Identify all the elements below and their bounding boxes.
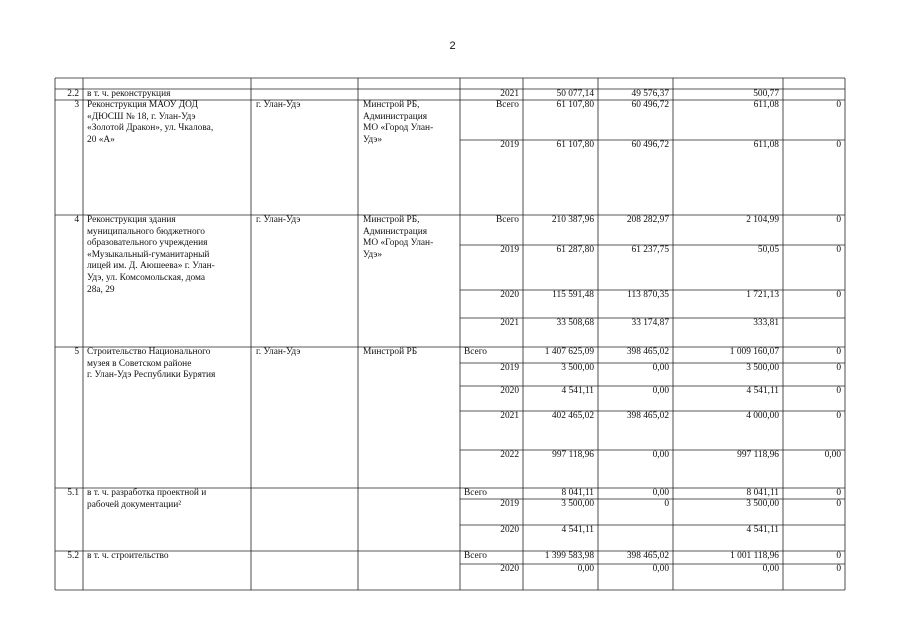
period-regional: 1 001 118,96 xyxy=(730,551,779,561)
period-total: 997 118,96 xyxy=(552,450,594,460)
period-local: 0 xyxy=(836,488,841,498)
period-regional: 8 041,11 xyxy=(746,488,779,498)
period-year: 2021 xyxy=(500,318,519,328)
period-local: 0 xyxy=(836,140,841,150)
period-total: 3 500,00 xyxy=(561,363,594,373)
row-location: г. Улан-Удэ xyxy=(256,100,301,110)
period-federal: 208 282,97 xyxy=(626,215,669,225)
period-federal: 0,00 xyxy=(652,488,669,498)
period-regional: 611,08 xyxy=(753,100,779,110)
period-total: 1 407 625,09 xyxy=(544,347,594,357)
row-id: 3 xyxy=(74,100,79,110)
period-regional: 333,81 xyxy=(753,318,779,328)
period-federal: 60 496,72 xyxy=(631,140,669,150)
period-total: 33 508,68 xyxy=(556,318,594,328)
period-total: 1 399 583,98 xyxy=(544,551,594,561)
period-regional: 4 541,11 xyxy=(746,386,779,396)
period-total: 8 041,11 xyxy=(561,488,594,498)
row-name: Строительство Национального музея в Советском районе г. Улан-Удэ Республики Бурятия xyxy=(87,347,216,381)
period-local: 0,00 xyxy=(824,450,841,460)
row-id: 2.2 xyxy=(67,89,79,99)
period-regional: 2 104,99 xyxy=(746,215,779,225)
row-id: 5.2 xyxy=(67,551,79,561)
period-year: 2020 xyxy=(500,290,519,300)
period-local: 0 xyxy=(836,564,841,574)
period-year: Всего xyxy=(464,347,487,357)
period-total: 61 107,80 xyxy=(556,100,594,110)
period-local: 0 xyxy=(836,411,841,421)
period-year: 2019 xyxy=(500,499,519,509)
period-regional: 4 541,11 xyxy=(746,525,779,535)
row-client: Минстрой РБ, Администрация МО «Город Улан- Удэ» xyxy=(363,215,434,260)
period-federal: 398 465,02 xyxy=(626,411,669,421)
period-federal: 0,00 xyxy=(652,386,669,396)
row-client: Минстрой РБ, Администрация МО «Город Улан- Удэ» xyxy=(363,100,434,145)
period-regional: 4 000,00 xyxy=(746,411,779,421)
period-federal: 0 xyxy=(664,499,669,509)
period-federal: 398 465,02 xyxy=(626,551,669,561)
period-federal: 0,00 xyxy=(652,363,669,373)
row-location: г. Улан-Удэ xyxy=(256,215,301,225)
period-federal: 33 174,87 xyxy=(631,318,669,328)
period-year: 2019 xyxy=(500,245,519,255)
row-id: 5.1 xyxy=(67,488,79,498)
period-regional: 1 009 160,07 xyxy=(729,347,779,357)
period-year: Всего xyxy=(464,488,487,498)
period-year: 2021 xyxy=(500,89,519,99)
period-local: 0 xyxy=(836,215,841,225)
period-federal: 113 870,35 xyxy=(627,290,669,300)
period-total: 0,00 xyxy=(577,564,594,574)
row-id: 5 xyxy=(74,347,79,357)
period-total: 3 500,00 xyxy=(561,499,594,509)
period-federal: 398 465,02 xyxy=(626,347,669,357)
period-regional: 3 500,00 xyxy=(746,499,779,509)
period-local: 0 xyxy=(836,386,841,396)
period-local: 0 xyxy=(836,551,841,561)
period-year: 2019 xyxy=(500,140,519,150)
period-federal: 0,00 xyxy=(652,564,669,574)
row-name: в т. ч. строительство xyxy=(87,551,169,561)
period-regional: 611,08 xyxy=(753,140,779,150)
period-regional: 1 721,13 xyxy=(746,290,779,300)
period-year: 2020 xyxy=(500,564,519,574)
period-local: 0 xyxy=(836,100,841,110)
period-regional: 3 500,00 xyxy=(746,363,779,373)
row-name: Реконструкция здания муниципального бюджетного образовательного учреждения «Музыкальный-гуманитарный лицей им. Д. Аюшеева» г. Улан- Удэ, ул. Комсомольская, дома 28а, 29 xyxy=(87,215,215,295)
period-year: 2022 xyxy=(500,450,519,460)
period-regional: 50,05 xyxy=(757,245,779,255)
period-local: 0 xyxy=(836,499,841,509)
period-year: Всего xyxy=(464,551,487,561)
period-year: Всего xyxy=(496,100,519,110)
period-year: 2021 xyxy=(500,411,519,421)
row-name: в т. ч. разработка проектной и рабочей документации² xyxy=(87,488,207,510)
period-total: 115 591,48 xyxy=(552,290,594,300)
period-total: 61 287,80 xyxy=(556,245,594,255)
period-total: 402 465,02 xyxy=(551,411,594,421)
row-location: г. Улан-Удэ xyxy=(256,347,301,357)
period-federal: 49 576,37 xyxy=(631,89,669,99)
period-total: 50 077,14 xyxy=(556,89,594,99)
period-year: 2020 xyxy=(500,525,519,535)
period-total: 4 541,11 xyxy=(561,386,594,396)
row-id: 4 xyxy=(74,215,79,225)
row-client: Минстрой РБ xyxy=(363,347,418,357)
period-total: 210 387,96 xyxy=(551,215,594,225)
period-total: 4 541,11 xyxy=(561,525,594,535)
period-regional: 500,77 xyxy=(753,89,779,99)
page-number: 2 xyxy=(449,40,456,52)
period-local: 0 xyxy=(836,290,841,300)
period-local: 0 xyxy=(836,245,841,255)
period-total: 61 107,80 xyxy=(556,140,594,150)
period-federal: 60 496,72 xyxy=(631,100,669,110)
period-federal: 61 237,75 xyxy=(631,245,669,255)
period-regional: 997 118,96 xyxy=(737,450,779,460)
period-year: 2019 xyxy=(500,363,519,373)
period-federal: 0,00 xyxy=(652,450,669,460)
period-year: Всего xyxy=(496,215,519,225)
period-local: 0 xyxy=(836,347,841,357)
period-regional: 0,00 xyxy=(762,564,779,574)
period-year: 2020 xyxy=(500,386,519,396)
row-name: Реконструкция МАОУ ДОД «ДЮСШ № 18, г. Улан-Удэ «Золотой Дракон», ул. Чкалова, 20 «А» xyxy=(87,100,214,145)
period-local: 0 xyxy=(836,363,841,373)
row-name: в т. ч. реконструкция xyxy=(87,89,171,99)
